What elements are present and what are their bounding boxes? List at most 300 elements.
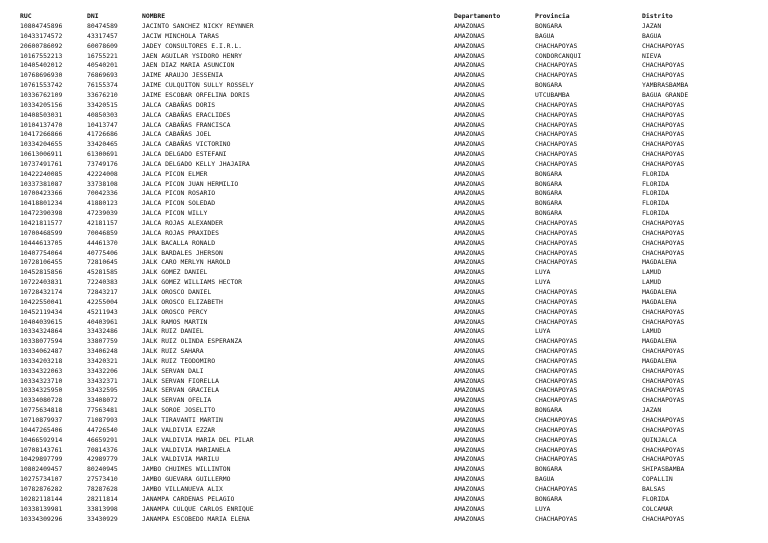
table-row	[0, 150, 768, 160]
table-row	[0, 160, 768, 170]
cell-distrito: FLORIDA	[642, 189, 669, 198]
cell-provincia: CHACHAPOYAS	[535, 347, 578, 356]
cell-dni: 33813998	[87, 504, 118, 513]
cell-departamento: AMAZONAS	[454, 347, 485, 356]
cell-provincia: CHACHAPOYAS	[535, 238, 578, 247]
table-row	[0, 495, 768, 505]
cell-distrito: NIEVA	[642, 51, 662, 60]
cell-departamento: AMAZONAS	[454, 396, 485, 405]
cell-departamento: AMAZONAS	[454, 219, 485, 227]
cell-distrito: CHACHAPOYAS	[642, 150, 685, 159]
table-row	[0, 318, 768, 328]
cell-provincia: BONGARA	[535, 22, 562, 30]
cell-departamento: AMAZONAS	[454, 51, 485, 60]
cell-dni: 33430929	[87, 514, 118, 523]
cell-ruc: 10444613705	[20, 238, 63, 247]
cell-ruc: 10429897799	[20, 455, 63, 464]
cell-nombre: JALK RUIZ SAHARA	[142, 347, 204, 356]
cell-dni: 40850303	[87, 110, 118, 119]
cell-provincia: UTCUBAMBA	[535, 90, 570, 99]
cell-dni: 10413747	[87, 120, 118, 129]
cell-departamento: AMAZONAS	[454, 307, 485, 316]
cell-ruc: 10710879937	[20, 416, 63, 424]
cell-provincia: CHACHAPOYAS	[535, 337, 578, 346]
cell-dni: 33676210	[87, 90, 118, 99]
cell-departamento: AMAZONAS	[454, 278, 485, 287]
cell-dni: 33420515	[87, 100, 118, 109]
cell-nombre: JALK GOMEZ DANIEL	[142, 268, 208, 277]
cell-distrito: CHACHAPOYAS	[642, 396, 685, 405]
cell-ruc: 10433174572	[20, 31, 63, 40]
cell-distrito: MAGDALENA	[642, 297, 677, 306]
cell-departamento: AMAZONAS	[454, 484, 485, 493]
cell-dni: 42255004	[87, 297, 118, 306]
cell-dni: 41880123	[87, 199, 118, 208]
table-row	[0, 249, 768, 259]
header-distrito: Distrito	[642, 12, 673, 20]
table-row	[0, 416, 768, 426]
cell-ruc: 10407754064	[20, 248, 63, 257]
cell-distrito: CHACHAPOYAS	[642, 425, 685, 434]
cell-provincia: CHACHAPOYAS	[535, 130, 578, 139]
cell-nombre: JALCA DELGADO KELLY JHAJAIRA	[142, 159, 250, 168]
table-row	[0, 327, 768, 337]
cell-departamento: AMAZONAS	[454, 130, 485, 139]
cell-nombre: JANAMPA CARDENAS PELAGIO	[142, 494, 235, 503]
cell-nombre: JALK BACALLA RONALD	[142, 238, 216, 247]
cell-distrito: BAGUA GRANDE	[642, 90, 689, 99]
cell-departamento: AMAZONAS	[454, 356, 485, 365]
cell-dni: 61300691	[87, 150, 118, 159]
cell-departamento: AMAZONAS	[454, 465, 485, 474]
cell-departamento: AMAZONAS	[454, 169, 485, 178]
cell-provincia: CHACHAPOYAS	[535, 484, 578, 493]
cell-provincia: CHACHAPOYAS	[535, 110, 578, 119]
cell-nombre: JALK SERVAN DALI	[142, 366, 204, 375]
cell-departamento: AMAZONAS	[454, 81, 485, 90]
cell-distrito: CHACHAPOYAS	[642, 347, 685, 356]
cell-provincia: CHACHAPOYAS	[535, 386, 578, 395]
table-row	[0, 42, 768, 52]
header-ruc: RUC	[20, 12, 32, 20]
cell-departamento: AMAZONAS	[454, 287, 485, 296]
table-row	[0, 505, 768, 515]
cell-dni: 33432486	[87, 327, 118, 336]
cell-nombre: JAIME ARAUJO JESSENIA	[142, 71, 223, 80]
table-row	[0, 515, 768, 525]
cell-dni: 46659291	[87, 435, 118, 444]
cell-nombre: JALK SOROE JOSELITO	[142, 406, 216, 415]
cell-provincia: CHACHAPOYAS	[535, 150, 578, 159]
cell-departamento: AMAZONAS	[454, 366, 485, 375]
cell-nombre: JALK OROSCO ELIZABETH	[142, 297, 223, 306]
cell-nombre: JALCA CABAÑAS DORIS	[142, 100, 216, 109]
cell-departamento: AMAZONAS	[454, 238, 485, 247]
cell-distrito: FLORIDA	[642, 179, 669, 188]
cell-dni: 78287628	[87, 484, 118, 493]
cell-ruc: 10708143761	[20, 445, 63, 454]
cell-ruc: 10104137470	[20, 120, 63, 129]
cell-ruc: 10338139981	[20, 504, 63, 513]
table-row	[0, 239, 768, 249]
cell-distrito: CHACHAPOYAS	[642, 366, 685, 375]
cell-dni: 72843217	[87, 287, 118, 296]
cell-nombre: JALK SERVAN GRACIELA	[142, 386, 219, 395]
cell-nombre: JACINTO SANCHEZ NICKY REYNNER	[142, 22, 254, 30]
cell-ruc: 10421811577	[20, 219, 63, 227]
cell-provincia: CHACHAPOYAS	[535, 297, 578, 306]
table-row	[0, 101, 768, 111]
cell-dni: 76155374	[87, 81, 118, 90]
cell-ruc: 10275734107	[20, 475, 63, 484]
cell-dni: 73749176	[87, 159, 118, 168]
cell-nombre: JALK OROSCO DANIEL	[142, 287, 212, 296]
table-row	[0, 377, 768, 387]
cell-dni: 42224008	[87, 169, 118, 178]
cell-provincia: BONGARA	[535, 465, 562, 474]
table-row	[0, 436, 768, 446]
cell-nombre: JALK RUIZ DANIEL	[142, 327, 204, 336]
cell-provincia: CHACHAPOYAS	[535, 41, 578, 50]
cell-provincia: CHACHAPOYAS	[535, 445, 578, 454]
cell-distrito: CHACHAPOYAS	[642, 445, 685, 454]
cell-provincia: CHACHAPOYAS	[535, 71, 578, 80]
cell-departamento: AMAZONAS	[454, 504, 485, 513]
cell-nombre: JALK CARO MERLYN HAROLD	[142, 258, 231, 267]
cell-nombre: JALK BARDALES JHERSON	[142, 248, 223, 257]
cell-distrito: JAZAN	[642, 406, 662, 415]
cell-ruc: 10452119434	[20, 307, 63, 316]
cell-distrito: BALSAS	[642, 484, 666, 493]
cell-ruc: 10282118144	[20, 494, 63, 503]
cell-dni: 72810645	[87, 258, 118, 267]
table-row	[0, 485, 768, 495]
cell-departamento: AMAZONAS	[454, 228, 485, 237]
table-row	[0, 170, 768, 180]
cell-nombre: JAEN AGUILAR YSIDORO HENRY	[142, 51, 243, 60]
cell-dni: 28211814	[87, 494, 118, 503]
cell-dni: 42181157	[87, 219, 118, 227]
cell-ruc: 10782876282	[20, 484, 63, 493]
cell-departamento: AMAZONAS	[454, 337, 485, 346]
cell-ruc: 10334080728	[20, 396, 63, 405]
cell-departamento: AMAZONAS	[454, 248, 485, 257]
cell-dni: 33432371	[87, 376, 118, 385]
cell-ruc: 10334325950	[20, 386, 63, 395]
cell-ruc: 10452815856	[20, 268, 63, 277]
cell-distrito: FLORIDA	[642, 494, 669, 503]
cell-nombre: JALK RAMOS MARTIN	[142, 317, 208, 326]
cell-departamento: AMAZONAS	[454, 445, 485, 454]
cell-distrito: CHACHAPOYAS	[642, 71, 685, 80]
cell-provincia: CONDORCANQUI	[535, 51, 582, 60]
table-row	[0, 229, 768, 239]
cell-distrito: CHACHAPOYAS	[642, 41, 685, 50]
table-row	[0, 32, 768, 42]
cell-nombre: JANAMPA ESCOBEDO MARIA ELENA	[142, 514, 250, 523]
cell-provincia: CHACHAPOYAS	[535, 120, 578, 129]
cell-dni: 27573410	[87, 475, 118, 484]
cell-provincia: CHACHAPOYAS	[535, 159, 578, 168]
cell-provincia: LUYA	[535, 268, 551, 277]
cell-provincia: LUYA	[535, 504, 551, 513]
cell-distrito: CHACHAPOYAS	[642, 238, 685, 247]
cell-dni: 33738108	[87, 179, 118, 188]
cell-ruc: 10334203218	[20, 356, 63, 365]
cell-distrito: CHACHAPOYAS	[642, 307, 685, 316]
cell-dni: 45281585	[87, 268, 118, 277]
cell-ruc: 10737491761	[20, 159, 63, 168]
cell-ruc: 10338077594	[20, 337, 63, 346]
table-header	[0, 12, 768, 22]
cell-distrito: CHACHAPOYAS	[642, 514, 685, 523]
cell-distrito: YAMBRASBAMBA	[642, 81, 689, 90]
cell-ruc: 10334323710	[20, 376, 63, 385]
cell-distrito: QUINJALCA	[642, 435, 677, 444]
cell-nombre: JALK VALDIVIA MARIANELA	[142, 445, 231, 454]
cell-nombre: JALCA CABAÑAS VICTORINO	[142, 140, 231, 149]
cell-nombre: JALK RUIZ TEODOMIRO	[142, 356, 216, 365]
cell-departamento: AMAZONAS	[454, 41, 485, 50]
cell-departamento: AMAZONAS	[454, 425, 485, 434]
table-row	[0, 308, 768, 318]
cell-dni: 40540201	[87, 61, 118, 70]
cell-ruc: 10334204655	[20, 140, 63, 149]
table-row	[0, 288, 768, 298]
table-row	[0, 91, 768, 101]
cell-provincia: BONGARA	[535, 406, 562, 415]
cell-provincia: CHACHAPOYAS	[535, 376, 578, 385]
table-row	[0, 268, 768, 278]
cell-nombre: JALCA PICON ELMER	[142, 169, 208, 178]
cell-departamento: AMAZONAS	[454, 435, 485, 444]
cell-nombre: JALCA PICON JUAN HERMILIO	[142, 179, 239, 188]
cell-dni: 70814376	[87, 445, 118, 454]
cell-ruc: 10768696930	[20, 71, 63, 80]
cell-departamento: AMAZONAS	[454, 71, 485, 80]
cell-nombre: JALK SERVAN FIORELLA	[142, 376, 219, 385]
cell-provincia: CHACHAPOYAS	[535, 228, 578, 237]
cell-departamento: AMAZONAS	[454, 258, 485, 267]
cell-departamento: AMAZONAS	[454, 189, 485, 198]
cell-provincia: CHACHAPOYAS	[535, 100, 578, 109]
cell-dni: 33807759	[87, 337, 118, 346]
cell-nombre: JALCA ROJAS PRAXIDES	[142, 228, 219, 237]
cell-departamento: AMAZONAS	[454, 406, 485, 415]
cell-provincia: BONGARA	[535, 494, 562, 503]
cell-ruc: 10334322063	[20, 366, 63, 375]
cell-nombre: JAEN DIAZ MARIA ASUNCION	[142, 61, 235, 70]
cell-departamento: AMAZONAS	[454, 386, 485, 395]
cell-ruc: 10422240085	[20, 169, 63, 178]
cell-departamento: AMAZONAS	[454, 327, 485, 336]
cell-provincia: CHACHAPOYAS	[535, 435, 578, 444]
cell-distrito: BAGUA	[642, 31, 662, 40]
cell-dni: 33420321	[87, 356, 118, 365]
cell-dni: 44461370	[87, 238, 118, 247]
cell-ruc: 10408503031	[20, 110, 63, 119]
cell-departamento: AMAZONAS	[454, 475, 485, 484]
cell-provincia: BONGARA	[535, 209, 562, 218]
cell-provincia: CHACHAPOYAS	[535, 416, 578, 424]
cell-distrito: MAGDALENA	[642, 356, 677, 365]
cell-distrito: SHIPASBAMBA	[642, 465, 685, 474]
cell-provincia: CHACHAPOYAS	[535, 425, 578, 434]
cell-nombre: JALK VALDIVIA MARILU	[142, 455, 219, 464]
cell-dni: 76869693	[87, 71, 118, 80]
cell-nombre: JAIME ESCOBAR ORFELINA DORIS	[142, 90, 250, 99]
table-row	[0, 386, 768, 396]
cell-ruc: 10700423366	[20, 189, 63, 198]
cell-nombre: JALCA CABAÑAS ERACLIDES	[142, 110, 231, 119]
cell-ruc: 10472390398	[20, 209, 63, 218]
cell-provincia: BONGARA	[535, 199, 562, 208]
table-row	[0, 219, 768, 229]
cell-provincia: CHACHAPOYAS	[535, 258, 578, 267]
cell-ruc: 10775634818	[20, 406, 63, 415]
table-row	[0, 22, 768, 32]
cell-dni: 47239039	[87, 209, 118, 218]
cell-distrito: CHACHAPOYAS	[642, 120, 685, 129]
table-row	[0, 475, 768, 485]
cell-ruc: 10466592914	[20, 435, 63, 444]
cell-distrito: CHACHAPOYAS	[642, 61, 685, 70]
cell-distrito: CHACHAPOYAS	[642, 159, 685, 168]
header-dni: DNI	[87, 12, 99, 20]
table-row	[0, 189, 768, 199]
cell-distrito: CHACHAPOYAS	[642, 455, 685, 464]
cell-ruc: 20600786092	[20, 41, 63, 50]
cell-dni: 80474589	[87, 22, 118, 30]
cell-departamento: AMAZONAS	[454, 455, 485, 464]
cell-provincia: BONGARA	[535, 81, 562, 90]
cell-departamento: AMAZONAS	[454, 120, 485, 129]
cell-distrito: CHACHAPOYAS	[642, 228, 685, 237]
cell-provincia: CHACHAPOYAS	[535, 140, 578, 149]
table-row	[0, 278, 768, 288]
cell-departamento: AMAZONAS	[454, 159, 485, 168]
cell-ruc: 10728432174	[20, 287, 63, 296]
table-row	[0, 81, 768, 91]
cell-provincia: CHACHAPOYAS	[535, 317, 578, 326]
table-row	[0, 61, 768, 71]
table-row	[0, 357, 768, 367]
cell-provincia: BONGARA	[535, 179, 562, 188]
table-row	[0, 337, 768, 347]
cell-departamento: AMAZONAS	[454, 140, 485, 149]
cell-dni: 33420465	[87, 140, 118, 149]
cell-ruc: 10613006911	[20, 150, 63, 159]
cell-dni: 33432206	[87, 366, 118, 375]
cell-departamento: AMAZONAS	[454, 22, 485, 30]
cell-nombre: JALCA PICON SOLEDAD	[142, 199, 216, 208]
cell-departamento: AMAZONAS	[454, 199, 485, 208]
cell-dni: 70046859	[87, 228, 118, 237]
cell-dni: 41726686	[87, 130, 118, 139]
cell-nombre: JAMBO VILLANUEVA ALIX	[142, 484, 223, 493]
cell-departamento: AMAZONAS	[454, 268, 485, 277]
cell-nombre: JALK RUIZ OLINDA ESPERANZA	[142, 337, 243, 346]
cell-dni: 70042336	[87, 189, 118, 198]
cell-departamento: AMAZONAS	[454, 100, 485, 109]
table-row	[0, 209, 768, 219]
table-row	[0, 71, 768, 81]
cell-ruc: 10417266866	[20, 130, 63, 139]
cell-nombre: JAIME CULQUITON SULLY ROSSELY	[142, 81, 254, 90]
table-row	[0, 258, 768, 268]
cell-provincia: CHACHAPOYAS	[535, 307, 578, 316]
cell-departamento: AMAZONAS	[454, 494, 485, 503]
cell-nombre: JAMBO CHUIMES WILLINTON	[142, 465, 231, 474]
cell-distrito: LAMUD	[642, 278, 662, 287]
cell-provincia: LUYA	[535, 278, 551, 287]
cell-distrito: MAGDALENA	[642, 287, 677, 296]
table-row	[0, 426, 768, 436]
cell-nombre: JALCA CABAÑAS JOEL	[142, 130, 212, 139]
cell-ruc: 10700468599	[20, 228, 63, 237]
cell-provincia: CHACHAPOYAS	[535, 514, 578, 523]
cell-dni: 33406248	[87, 347, 118, 356]
cell-dni: 16755221	[87, 51, 118, 60]
cell-departamento: AMAZONAS	[454, 90, 485, 99]
cell-ruc: 10337381087	[20, 179, 63, 188]
cell-ruc: 10722403831	[20, 278, 63, 287]
cell-ruc: 10404039615	[20, 317, 63, 326]
cell-departamento: AMAZONAS	[454, 376, 485, 385]
cell-distrito: CHACHAPOYAS	[642, 140, 685, 149]
header-provincia: Provincia	[535, 12, 570, 20]
cell-provincia: LUYA	[535, 327, 551, 336]
cell-distrito: CHACHAPOYAS	[642, 386, 685, 395]
cell-dni: 33432595	[87, 386, 118, 395]
cell-nombre: JADEY CONSULTORES E.I.R.L.	[142, 41, 243, 50]
cell-distrito: FLORIDA	[642, 209, 669, 218]
cell-departamento: AMAZONAS	[454, 297, 485, 306]
cell-nombre: JALK OROSCO PERCY	[142, 307, 208, 316]
cell-nombre: JALK VALDIVIA EZZAR	[142, 425, 216, 434]
cell-provincia: BONGARA	[535, 169, 562, 178]
cell-dni: 44726540	[87, 425, 118, 434]
table-row	[0, 455, 768, 465]
table-row	[0, 298, 768, 308]
cell-departamento: AMAZONAS	[454, 317, 485, 326]
table-row	[0, 465, 768, 475]
cell-ruc: 10422550041	[20, 297, 63, 306]
cell-distrito: FLORIDA	[642, 199, 669, 208]
cell-distrito: MAGDALENA	[642, 337, 677, 346]
cell-distrito: CHACHAPOYAS	[642, 248, 685, 257]
cell-dni: 77563481	[87, 406, 118, 415]
cell-distrito: FLORIDA	[642, 169, 669, 178]
cell-distrito: CHACHAPOYAS	[642, 219, 685, 227]
cell-dni: 60078609	[87, 41, 118, 50]
cell-provincia: CHACHAPOYAS	[535, 287, 578, 296]
cell-ruc: 10336762109	[20, 90, 63, 99]
table-row	[0, 111, 768, 121]
cell-nombre: JALCA CABAÑAS FRANCISCA	[142, 120, 231, 129]
cell-nombre: JALCA ROJAS ALEXANDER	[142, 219, 223, 227]
cell-nombre: JALK SERVAN OFELIA	[142, 396, 212, 405]
cell-provincia: BAGUA	[535, 475, 555, 484]
table-row	[0, 367, 768, 377]
cell-dni: 45211943	[87, 307, 118, 316]
cell-distrito: COLCAMAR	[642, 504, 673, 513]
cell-ruc: 10804745896	[20, 22, 63, 30]
cell-departamento: AMAZONAS	[454, 150, 485, 159]
cell-nombre: JALK GOMEZ WILLIAMS HECTOR	[142, 278, 243, 287]
cell-ruc: 10761553742	[20, 81, 63, 90]
cell-provincia: CHACHAPOYAS	[535, 219, 578, 227]
